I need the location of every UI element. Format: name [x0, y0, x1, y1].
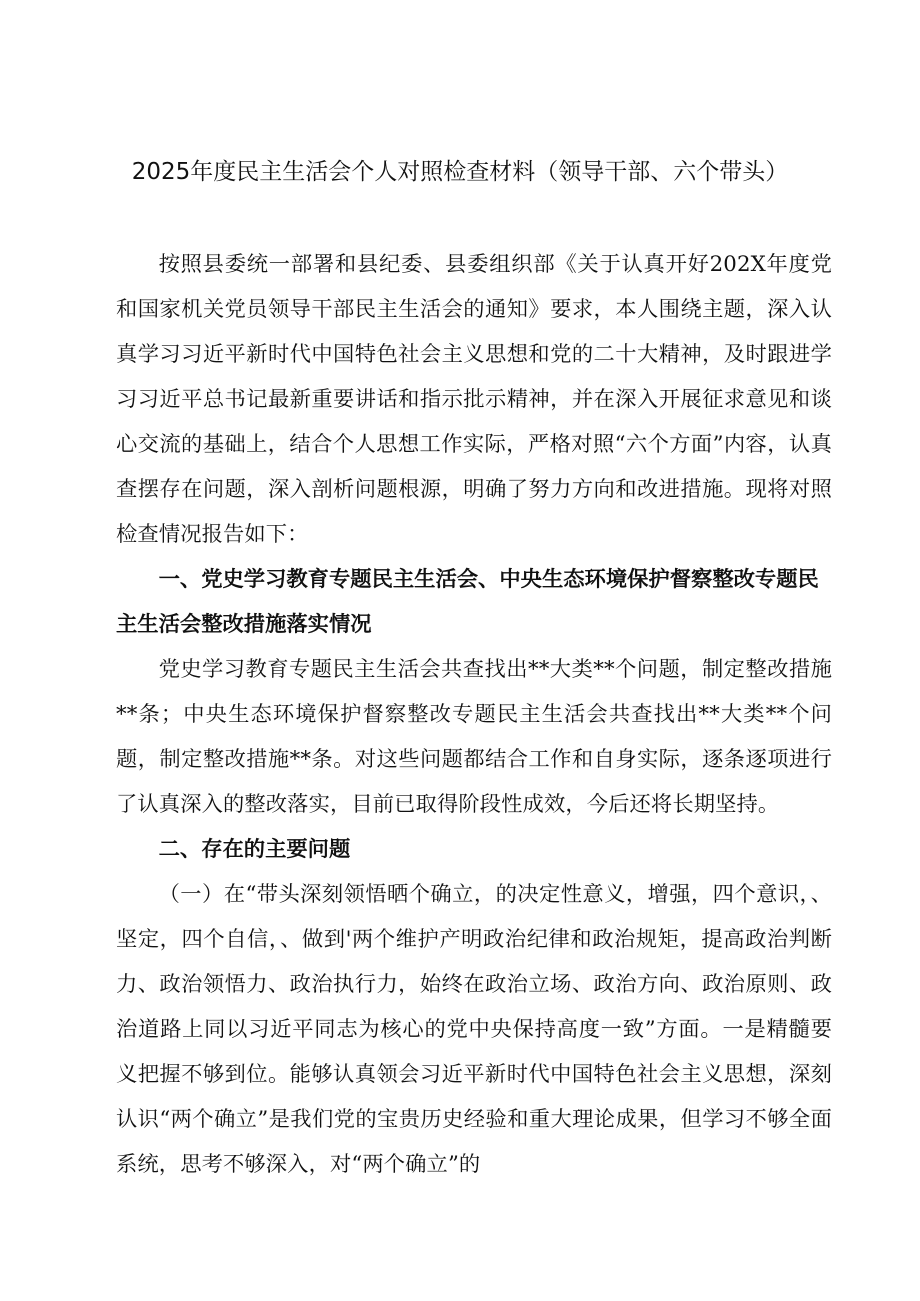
section-2-heading: 二、存在的主要问题: [158, 837, 351, 862]
section-1-paragraph: 党史学习教育专题民主生活会共查找出**大类**个问题，制定整改措施**条；中央生态环境保护督察整改专题民主生活会共查找出**大类**个问题，制定整改措施**条。对这些问题都结合工作和自身实际，逐条逐项进行了认真深入的整改落实，目前已取得阶段性成效，今后还将长期坚持。: [116, 657, 832, 817]
document-title: 2025年度民主生活会个人对照检查材料（领导干部、六个带头）: [131, 159, 789, 185]
document-body: [116, 242, 832, 1187]
section-1-heading: 一、党史学习教育专题民主生活会、中央生态环境保护督察整改专题民主生活会整改措施落实情况: [116, 567, 819, 637]
section-2-paragraph: （一）在“带头深刻领悟晒个确立，的决定性意义，增强，四个意识，、坚定，四个自信，、做到'两个维护产明政治纪律和政治规矩，提高政治判断力、政治领悟力、政治执行力，始终在政治立场、政治方向、政治原则、政治道路上同以习近平同志为核心的党中央保持高度一致”方面。一是精髓要义把握不够到位。能够认真领会习近平新时代中国特色社会主义思想，深刻认识“两个确立”是我们党的宝贵历史经验和重大理论成果，但学习不够全面系统，思考不够深入，对“两个确立”的: [116, 882, 832, 1177]
intro-paragraph: 按照县委统一部署和县纪委、县委组织部《关于认真开好202X年度党和国家机关党员领导干部民主生活会的通知》要求，本人围绕主题，深入认真学习习近平新时代中国特色社会主义思想和党的二十大精神，及时跟进学习习近平总书记最新重要讲话和指示批示精神，并在深入开展征求意见和谈心交流的基础上，结合个人思想工作实际，严格对照“六个方面”内容，认真查摆存在问题，深入剖析问题根源，明确了努力方向和改进措施。现将对照检查情况报告如下：: [116, 252, 832, 547]
